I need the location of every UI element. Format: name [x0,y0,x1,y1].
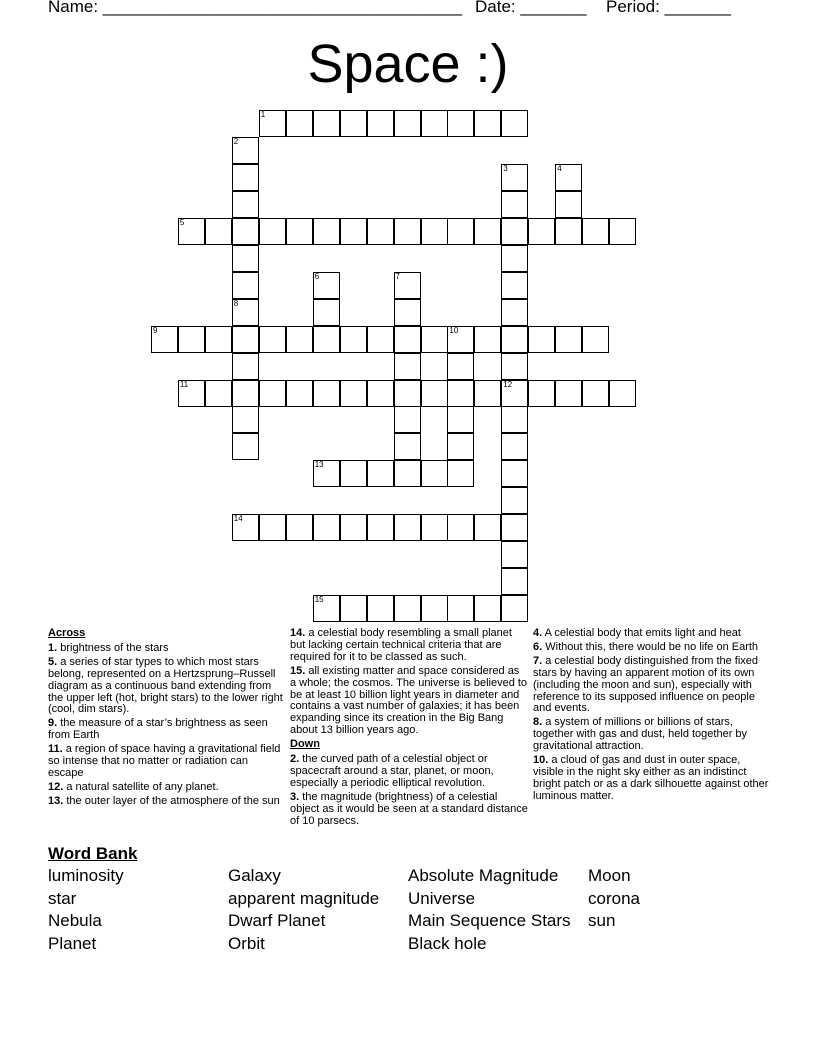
crossword-cell[interactable] [582,380,609,407]
crossword-cell[interactable] [474,514,501,541]
crossword-cell[interactable] [609,218,636,245]
crossword-cell[interactable] [474,218,501,245]
crossword-cell[interactable] [501,353,528,380]
clue-across-11: 11. a region of space having a gravitational field so intense that no matter or radiation can escape [48,743,281,779]
crossword-cell[interactable] [259,514,286,541]
crossword-cell[interactable] [555,326,582,353]
crossword-cell[interactable] [340,595,367,622]
clue-across-12: 12. a natural satellite of any planet. [48,780,219,793]
crossword-cell[interactable] [421,110,448,137]
word-bank-item: corona [588,889,640,908]
clue-number: 10 [449,325,459,335]
crossword-cell[interactable] [313,218,340,245]
crossword-cell[interactable] [421,595,448,622]
crossword-cell[interactable] [501,110,528,137]
clue-across-13: 13. the outer layer of the atmosphere of the sun [48,794,280,807]
word-bank-item: Universe [408,889,476,908]
clue-number: 4 [557,163,562,173]
crossword-cell[interactable] [286,110,313,137]
crossword-cell[interactable] [394,326,421,353]
crossword-cell[interactable] [367,460,394,487]
clue-down-2: 2. the curved path of a celestial object or spacecraft around a star, planet, or moon, especially a periodic elliptical revolution. [290,753,494,789]
word-bank-item: Main Sequence Stars [408,911,571,930]
crossword-cell[interactable] [232,191,259,218]
crossword-cell[interactable] [447,353,474,380]
clue-number: 8 [233,298,239,308]
word-bank-item: Orbit [228,934,265,953]
clue-number: 1 [260,110,266,119]
crossword-cell[interactable] [501,245,528,272]
crossword-cell[interactable] [340,218,367,245]
crossword-cell[interactable] [501,568,528,595]
crossword-cell[interactable] [259,218,286,245]
crossword-cell[interactable] [421,380,448,407]
word-bank-item: luminosity [48,866,124,885]
name-field[interactable]: Name: ______________________________________ [48,0,463,16]
crossword-cell[interactable] [394,353,421,380]
crossword-cell[interactable] [394,514,421,541]
crossword-cell[interactable] [501,433,528,460]
period-field[interactable]: Period: _______ [606,0,731,16]
crossword-cell[interactable] [367,110,394,137]
crossword-cell[interactable] [447,514,474,541]
crossword-cell[interactable] [259,326,286,353]
crossword-cell[interactable] [474,110,501,137]
clue-across-5: 5. a series of star types to which most stars belong, represented on a Hertzsprung–Russell diagram as a continuous band extending from the upper left (hot, bright stars) to the lower right (cool, dim stars). [48,655,283,716]
crossword-cell[interactable] [501,541,528,568]
crossword-cell[interactable] [232,406,259,433]
crossword-cell[interactable] [232,353,259,380]
crossword-cell[interactable] [313,110,340,137]
crossword-cell[interactable] [447,380,474,407]
crossword-cell[interactable] [340,460,367,487]
crossword-cell[interactable] [501,514,528,541]
word-bank-item: Nebula [48,911,102,930]
crossword-cell[interactable] [447,218,474,245]
crossword-cell[interactable] [340,326,367,353]
clue-number: 13 [314,460,324,470]
across-heading: Across [48,627,86,639]
crossword-cell[interactable] [501,460,528,487]
crossword-cell[interactable] [582,218,609,245]
clue-number: 7 [395,271,400,281]
crossword-cell[interactable] [394,299,421,326]
crossword-cell[interactable] [501,487,528,514]
clue-down-10: 10. a cloud of gas and dust in outer space, visible in the night sky either as an indistinct bright patch or as a dark silhouette against other luminous matter. [533,754,769,802]
crossword-cell[interactable] [421,218,448,245]
clue-down-3: 3. the magnitude (brightness) of a celestial object as it would be seen at a standard distance of 10 parsecs. [290,790,528,827]
crossword-cell[interactable] [205,326,232,353]
crossword-cell[interactable] [447,433,474,460]
clue-down-4: 4. A celestial body that emits light and heat [533,627,741,639]
crossword-cell[interactable] [421,326,448,353]
crossword-cell[interactable] [232,164,259,191]
clue-down-7: 7. a celestial body distinguished from the fixed stars by having an apparent motion of its own (including the moon and sun), especially with reference to its supposed influence on people and events. [533,654,759,715]
crossword-cell[interactable] [286,380,313,407]
crossword-cell[interactable] [367,326,394,353]
clue-down-8: 8. a system of millions or billions of stars, together with gas and dust, held together by gravitational attraction. [533,716,748,753]
word-bank-item: Planet [48,934,97,953]
crossword-cell[interactable] [474,380,501,407]
word-bank-item: Dwarf Planet [228,911,326,930]
crossword-cell[interactable] [205,380,232,407]
clue-across-1: 1. brightness of the stars [48,641,169,654]
word-bank-title: Word Bank [48,844,138,863]
crossword-cell[interactable] [367,595,394,622]
clue-number: 14 [233,514,243,524]
down-heading: Down [290,738,320,751]
crossword-cell[interactable] [232,272,259,299]
crossword-cell[interactable] [501,218,528,245]
crossword-cell[interactable] [286,514,313,541]
crossword-cell[interactable] [313,380,340,407]
crossword-cell[interactable] [555,218,582,245]
clue-number: 5 [179,217,185,227]
crossword-cell[interactable] [232,245,259,272]
clues-column-2 [290,628,528,830]
crossword-cell[interactable] [421,514,448,541]
crossword-cell[interactable] [582,326,609,353]
clue-number: 3 [503,163,508,173]
clue-number: 9 [153,325,158,335]
clues-column-1 [48,628,284,810]
crossword-cell[interactable] [555,380,582,407]
crossword-cell[interactable] [394,218,421,245]
clue-down-6: 6. Without this, there would be no life on Earth [533,640,759,653]
crossword-cell[interactable] [232,433,259,460]
clue-across-9: 9. the measure of a star’s brightness as seen from Earth [48,717,268,742]
crossword-cell[interactable] [394,110,421,137]
crossword-cell[interactable] [501,191,528,218]
crossword-cell[interactable] [474,595,501,622]
crossword-cell[interactable] [394,460,421,487]
clue-number: 2 [233,136,239,146]
crossword-cell[interactable] [394,380,421,407]
crossword-cell[interactable] [313,514,340,541]
word-bank-item: Absolute Magnitude [408,866,559,885]
crossword-cell[interactable] [447,460,474,487]
crossword-cell[interactable] [367,514,394,541]
crossword-cell[interactable] [474,326,501,353]
crossword-cell[interactable] [501,595,528,622]
clue-number: 11 [179,379,189,389]
crossword-cell[interactable] [447,595,474,622]
crossword-cell[interactable] [528,218,555,245]
crossword-cell[interactable] [313,326,340,353]
crossword-cell[interactable] [447,110,474,137]
crossword-cell[interactable] [286,218,313,245]
crossword-cell[interactable] [178,326,205,353]
crossword-cell[interactable] [232,380,259,407]
clue-number: 6 [314,271,320,281]
crossword-cell[interactable] [501,326,528,353]
word-bank-item: Moon [588,866,631,885]
crossword-cell[interactable] [232,326,259,353]
word-bank-item: sun [588,911,616,930]
word-bank-item: apparent magnitude [228,889,380,908]
crossword-cell[interactable] [501,406,528,433]
crossword-cell[interactable] [367,218,394,245]
clue-number: 15 [314,595,324,605]
crossword-cell[interactable] [394,433,421,460]
crossword-cell[interactable] [447,406,474,433]
crossword-cell[interactable] [232,218,259,245]
crossword-cell[interactable] [259,380,286,407]
crossword-cell[interactable] [394,595,421,622]
crossword-cell[interactable] [528,326,555,353]
clue-number: 12 [503,379,513,389]
word-bank-item: Galaxy [228,866,281,885]
clue-across-15: 15. all existing matter and space considered as a whole; the cosmos. The universe is believed to be at least 10 billion light years in diameter and contains a vast number of galaxies; it has been expanding since its creation in the Big Bang about 13 billion years ago. [290,664,528,737]
crossword-cell[interactable] [340,380,367,407]
crossword-cell[interactable] [501,272,528,299]
crossword-cell[interactable] [313,299,340,326]
crossword-cell[interactable] [286,326,313,353]
crossword-cell[interactable] [205,218,232,245]
crossword-cell[interactable] [340,110,367,137]
crossword-cell[interactable] [501,299,528,326]
crossword-cell[interactable] [421,460,448,487]
crossword-cell[interactable] [528,380,555,407]
crossword-cell[interactable] [555,191,582,218]
word-bank-item: Black hole [408,934,487,953]
clue-across-14: 14. a celestial body resembling a small planet but lacking certain technical criteria that are required for it to be classed as such. [290,627,512,663]
crossword-cell[interactable] [367,380,394,407]
word-bank-item: star [48,889,77,908]
crossword-cell[interactable] [394,406,421,433]
crossword-cell[interactable] [340,514,367,541]
crossword-cell[interactable] [609,380,636,407]
clues-column-3 [533,628,769,805]
date-field[interactable]: Date: _______ [475,0,587,16]
page-title: Space :) [307,34,509,94]
